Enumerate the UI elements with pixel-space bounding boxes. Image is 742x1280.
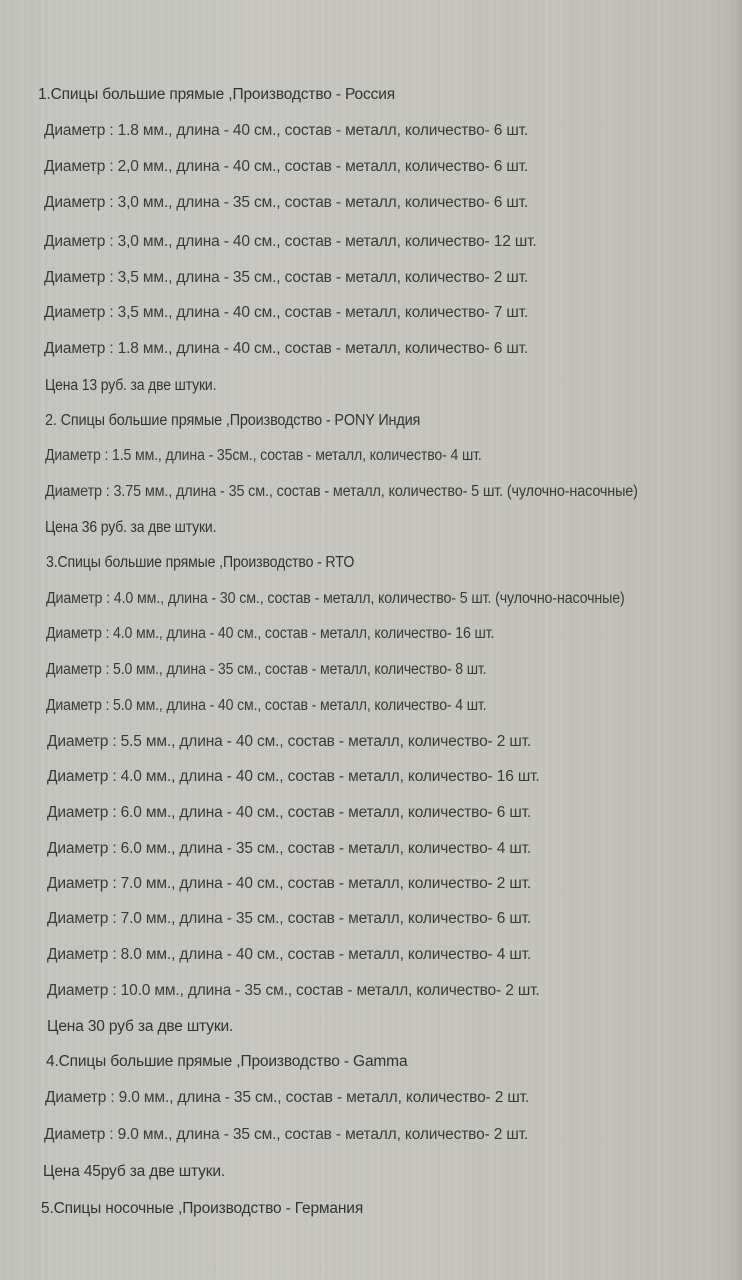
section-heading: 4.Спицы большие прямые ,Производство - Gamma <box>46 1053 408 1070</box>
price-note: Цена 30 руб за две штуки. <box>47 1018 234 1035</box>
paper-edge-shadow <box>734 0 742 1280</box>
list-item: Диаметр : 2,0 мм., длина - 40 см., состав - металл, количество- 6 шт. <box>44 158 529 175</box>
list-item: Диаметр : 7.0 мм., длина - 35 см., состав - металл, количество- 6 шт. <box>47 910 532 927</box>
section-heading: 2. Спицы большие прямые ,Производство - PONY Индия <box>45 412 421 429</box>
list-item: Диаметр : 4.0 мм., длина - 40 см., состав - металл, количество- 16 шт. <box>47 768 540 785</box>
list-item: Диаметр : 3,5 мм., длина - 35 см., состав - металл, количество- 2 шт. <box>44 269 529 286</box>
list-item: Диаметр : 3,0 мм., длина - 35 см., состав - металл, количество- 6 шт. <box>44 194 529 211</box>
list-item: Диаметр : 5.0 мм., длина - 40 см., состав - металл, количество- 4 шт. <box>46 697 487 714</box>
list-item: Диаметр : 1.8 мм., длина - 40 см., состав - металл, количество- 6 шт. <box>44 340 529 357</box>
list-item: Диаметр : 1.8 мм., длина - 40 см., состав - металл, количество- 6 шт. <box>44 122 529 139</box>
list-item: Диаметр : 5.5 мм., длина - 40 см., состав - металл, количество- 2 шт. <box>47 733 532 750</box>
list-item: Диаметр : 4.0 мм., длина - 30 см., состав - металл, количество- 5 шт. (чулочно-насочные) <box>46 590 625 607</box>
section-heading: 1.Спицы большие прямые ,Производство - Россия <box>38 86 395 103</box>
list-item: Диаметр : 9.0 мм., длина - 35 см., состав - металл, количество- 2 шт. <box>44 1126 529 1143</box>
price-note: Цена 45руб за две штуки. <box>43 1163 226 1180</box>
list-item: Диаметр : 3.75 мм., длина - 35 см., состав - металл, количество- 5 шт. (чулочно-насочные) <box>45 483 638 500</box>
list-item: Диаметр : 7.0 мм., длина - 40 см., состав - металл, количество- 2 шт. <box>47 875 532 892</box>
list-item: Диаметр : 6.0 мм., длина - 40 см., состав - металл, количество- 6 шт. <box>47 804 532 821</box>
list-item: Диаметр : 3,5 мм., длина - 40 см., состав - металл, количество- 7 шт. <box>44 304 529 321</box>
list-item: Диаметр : 4.0 мм., длина - 40 см., состав - металл, количество- 16 шт. <box>46 625 495 642</box>
price-note: Цена 13 руб. за две штуки. <box>45 377 217 394</box>
list-item: Диаметр : 10.0 мм., длина - 35 см., состав - металл, количество- 2 шт. <box>47 982 540 999</box>
list-item: Диаметр : 1.5 мм., длина - 35см., состав - металл, количество- 4 шт. <box>45 447 482 464</box>
list-item: Диаметр : 6.0 мм., длина - 35 см., состав - металл, количество- 4 шт. <box>47 840 532 857</box>
price-note: Цена 36 руб. за две штуки. <box>45 519 217 536</box>
section-heading: 5.Спицы носочные ,Производство - Германия <box>41 1200 364 1217</box>
section-heading: 3.Спицы большие прямые ,Производство - RTO <box>46 554 355 571</box>
list-item: Диаметр : 3,0 мм., длина - 40 см., состав - металл, количество- 12 шт. <box>44 233 537 250</box>
list-item: Диаметр : 5.0 мм., длина - 35 см., состав - металл, количество- 8 шт. <box>46 661 487 678</box>
list-item: Диаметр : 8.0 мм., длина - 40 см., состав - металл, количество- 4 шт. <box>47 946 532 963</box>
list-item: Диаметр : 9.0 мм., длина - 35 см., состав - металл, количество- 2 шт. <box>45 1089 530 1106</box>
